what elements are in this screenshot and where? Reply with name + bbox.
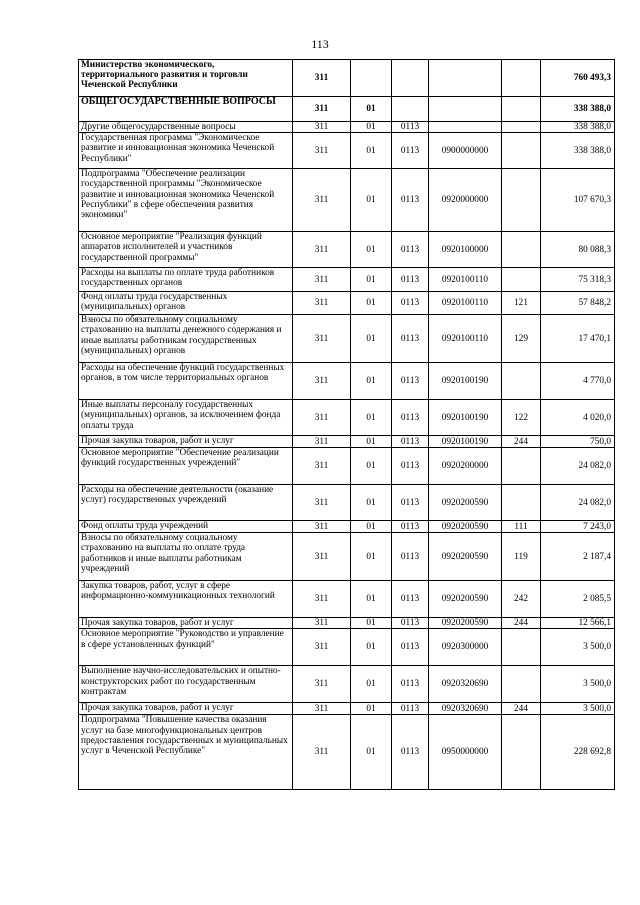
row-grbs-code: 311 [293, 521, 351, 533]
row-expense-type-code: 121 [502, 292, 541, 315]
row-target-article-code: 0920320690 [429, 666, 502, 703]
row-section-code: 01 [351, 485, 392, 521]
row-amount: 760 493,3 [541, 60, 615, 97]
table-row [79, 122, 615, 133]
row-section-code: 01 [351, 703, 392, 715]
row-expense-type-code: 244 [502, 436, 541, 448]
table-row [79, 521, 615, 533]
row-name: Государственная программа "Экономическое развитие и инновационная экономика Чеченской Республики" [79, 133, 293, 169]
row-name: Расходы на обеспечение деятельности (оказание услуг) государственных учреждений [79, 485, 293, 521]
row-name: Взносы по обязательному социальному страхованию на выплаты по оплате труда работников и иные выплаты работникам учреждений [79, 533, 293, 581]
row-section-code: 01 [351, 315, 392, 363]
row-amount: 228 692,8 [541, 715, 615, 790]
table-row [79, 133, 615, 169]
row-amount: 4 770,0 [541, 363, 615, 400]
row-subsection-code: 0113 [392, 169, 429, 232]
row-target-article-code: 0920100110 [429, 268, 502, 292]
row-target-article-code: 0920000000 [429, 169, 502, 232]
row-subsection-code: 0113 [392, 363, 429, 400]
row-name: Прочая закупка товаров, работ и услуг [79, 703, 293, 715]
table-row [79, 232, 615, 268]
row-target-article-code: 0920100190 [429, 400, 502, 436]
row-subsection-code: 0113 [392, 629, 429, 666]
row-grbs-code: 311 [293, 485, 351, 521]
row-expense-type-code [502, 666, 541, 703]
row-section-code: 01 [351, 448, 392, 485]
row-name: Иные выплаты персоналу государственных (муниципальных) органов, за исключением фонда оплаты труда [79, 400, 293, 436]
row-expense-type-code [502, 485, 541, 521]
table-row [79, 533, 615, 581]
table-row [79, 581, 615, 618]
row-target-article-code: 0920200590 [429, 581, 502, 618]
row-amount: 80 088,3 [541, 232, 615, 268]
row-grbs-code: 311 [293, 292, 351, 315]
row-grbs-code: 311 [293, 400, 351, 436]
row-section-code: 01 [351, 618, 392, 629]
row-expense-type-code [502, 715, 541, 790]
row-target-article-code: 0920200590 [429, 485, 502, 521]
row-subsection-code: 0113 [392, 292, 429, 315]
row-expense-type-code [502, 97, 541, 122]
row-amount: 3 500,0 [541, 629, 615, 666]
table-row [79, 485, 615, 521]
row-grbs-code: 311 [293, 703, 351, 715]
row-expense-type-code: 122 [502, 400, 541, 436]
row-subsection-code: 0113 [392, 521, 429, 533]
row-grbs-code: 311 [293, 618, 351, 629]
table-row [79, 703, 615, 715]
row-name: Подпрограмма "Повышение качества оказания услуг на базе многофункциональных центров предоставления государственных и муниципальных услуг в Чеченской Республике" [79, 715, 293, 790]
row-grbs-code: 311 [293, 363, 351, 400]
row-amount: 57 848,2 [541, 292, 615, 315]
row-expense-type-code: 129 [502, 315, 541, 363]
row-amount: 3 500,0 [541, 703, 615, 715]
row-section-code: 01 [351, 581, 392, 618]
page-number: 113 [311, 37, 329, 51]
row-section-code: 01 [351, 268, 392, 292]
row-name: Другие общегосударственные вопросы [79, 122, 293, 133]
row-section-code: 01 [351, 533, 392, 581]
row-target-article-code: 0920100000 [429, 232, 502, 268]
row-subsection-code [392, 97, 429, 122]
row-amount: 338 388,0 [541, 133, 615, 169]
row-name: Расходы на обеспечение функций государственных органов, в том числе территориальных органов [79, 363, 293, 400]
row-expense-type-code: 242 [502, 581, 541, 618]
row-section-code: 01 [351, 436, 392, 448]
row-section-code: 01 [351, 169, 392, 232]
row-subsection-code: 0113 [392, 618, 429, 629]
row-section-code: 01 [351, 122, 392, 133]
row-grbs-code: 311 [293, 436, 351, 448]
row-grbs-code: 311 [293, 232, 351, 268]
row-name: Фонд оплаты труда учреждений [79, 521, 293, 533]
row-section-code [351, 60, 392, 97]
row-name: Прочая закупка товаров, работ и услуг [79, 618, 293, 629]
row-target-article-code: 0920320690 [429, 703, 502, 715]
row-target-article-code: 0950000000 [429, 715, 502, 790]
row-name: Выполнение научно-исследовательских и опытно-конструкторских работ по государственным контрактам [79, 666, 293, 703]
table-row [79, 436, 615, 448]
row-target-article-code: 0920100190 [429, 436, 502, 448]
row-grbs-code: 311 [293, 97, 351, 122]
row-grbs-code: 311 [293, 60, 351, 97]
row-target-article-code: 0920200590 [429, 521, 502, 533]
row-section-code: 01 [351, 97, 392, 122]
row-target-article-code: 0920200000 [429, 448, 502, 485]
row-target-article-code: 0920100190 [429, 363, 502, 400]
row-subsection-code: 0113 [392, 703, 429, 715]
row-subsection-code: 0113 [392, 400, 429, 436]
table-row [79, 60, 615, 97]
row-section-code: 01 [351, 521, 392, 533]
row-subsection-code: 0113 [392, 232, 429, 268]
row-section-code: 01 [351, 715, 392, 790]
row-amount: 750,0 [541, 436, 615, 448]
row-grbs-code: 311 [293, 315, 351, 363]
row-target-article-code: 0920100110 [429, 315, 502, 363]
row-expense-type-code [502, 629, 541, 666]
budget-table [78, 59, 615, 790]
row-target-article-code: 0900000000 [429, 133, 502, 169]
row-section-code: 01 [351, 292, 392, 315]
row-target-article-code: 0920200590 [429, 533, 502, 581]
table-row [79, 448, 615, 485]
row-subsection-code [392, 60, 429, 97]
row-subsection-code: 0113 [392, 122, 429, 133]
table-row [79, 268, 615, 292]
row-amount: 338 388,0 [541, 122, 615, 133]
row-subsection-code: 0113 [392, 315, 429, 363]
row-grbs-code: 311 [293, 533, 351, 581]
row-amount: 12 566,1 [541, 618, 615, 629]
row-amount: 75 318,3 [541, 268, 615, 292]
table-row [79, 97, 615, 122]
row-amount: 4 020,0 [541, 400, 615, 436]
table-row [79, 666, 615, 703]
row-expense-type-code [502, 133, 541, 169]
row-section-code: 01 [351, 666, 392, 703]
row-section-code: 01 [351, 629, 392, 666]
row-grbs-code: 311 [293, 169, 351, 232]
row-section-code: 01 [351, 363, 392, 400]
row-target-article-code: 0920200590 [429, 618, 502, 629]
row-name: Расходы на выплаты по оплате труда работников государственных органов [79, 268, 293, 292]
row-name: Закупка товаров, работ, услуг в сфере информационно-коммуникационных технологий [79, 581, 293, 618]
row-name: Основное мероприятие "Руководство и управление в сфере установленных функций" [79, 629, 293, 666]
table-row [79, 169, 615, 232]
row-subsection-code: 0113 [392, 715, 429, 790]
row-expense-type-code [502, 448, 541, 485]
row-grbs-code: 311 [293, 122, 351, 133]
row-amount: 2 187,4 [541, 533, 615, 581]
row-name: Подпрограмма "Обеспечение реализации государственной программы "Экономическое развитие и инновационная экономика Чеченской Республики" в сфере обеспечения развития экономики" [79, 169, 293, 232]
row-target-article-code [429, 122, 502, 133]
row-section-code: 01 [351, 133, 392, 169]
row-subsection-code: 0113 [392, 436, 429, 448]
table-row [79, 315, 615, 363]
row-target-article-code: 0920100110 [429, 292, 502, 315]
row-name: Министерство экономического, территориального развития и торговли Чеченской Республики [79, 60, 293, 97]
table-row [79, 618, 615, 629]
row-expense-type-code [502, 60, 541, 97]
budget-table-body [79, 60, 615, 790]
row-expense-type-code: 244 [502, 618, 541, 629]
row-subsection-code: 0113 [392, 666, 429, 703]
row-subsection-code: 0113 [392, 581, 429, 618]
table-row [79, 629, 615, 666]
row-grbs-code: 311 [293, 581, 351, 618]
row-amount: 7 243,0 [541, 521, 615, 533]
row-expense-type-code: 244 [502, 703, 541, 715]
row-section-code: 01 [351, 232, 392, 268]
row-expense-type-code: 111 [502, 521, 541, 533]
table-row [79, 292, 615, 315]
row-name: Основное мероприятие "Обеспечение реализации функций государственных учреждений" [79, 448, 293, 485]
row-target-article-code: 0920300000 [429, 629, 502, 666]
row-grbs-code: 311 [293, 133, 351, 169]
row-expense-type-code [502, 232, 541, 268]
row-amount: 24 082,0 [541, 485, 615, 521]
row-grbs-code: 311 [293, 268, 351, 292]
table-row [79, 400, 615, 436]
row-amount: 3 500,0 [541, 666, 615, 703]
row-amount: 2 085,5 [541, 581, 615, 618]
row-grbs-code: 311 [293, 629, 351, 666]
row-expense-type-code [502, 363, 541, 400]
row-subsection-code: 0113 [392, 268, 429, 292]
row-grbs-code: 311 [293, 666, 351, 703]
row-target-article-code [429, 60, 502, 97]
row-amount: 17 470,1 [541, 315, 615, 363]
row-name: Основное мероприятие "Реализация функций аппаратов исполнителей и участников государственной программы" [79, 232, 293, 268]
table-row [79, 715, 615, 790]
row-name: ОБЩЕГОСУДАРСТВЕННЫЕ ВОПРОСЫ [79, 97, 293, 122]
row-subsection-code: 0113 [392, 533, 429, 581]
row-expense-type-code [502, 268, 541, 292]
row-section-code: 01 [351, 400, 392, 436]
row-name: Прочая закупка товаров, работ и услуг [79, 436, 293, 448]
row-amount: 338 388,0 [541, 97, 615, 122]
row-subsection-code: 0113 [392, 133, 429, 169]
row-target-article-code [429, 97, 502, 122]
table-row [79, 363, 615, 400]
row-name: Взносы по обязательному социальному страхованию на выплаты денежного содержания и иные выплаты работникам государственных (муниципальных) органов [79, 315, 293, 363]
row-amount: 24 082,0 [541, 448, 615, 485]
row-amount: 107 670,3 [541, 169, 615, 232]
row-grbs-code: 311 [293, 715, 351, 790]
row-grbs-code: 311 [293, 448, 351, 485]
row-subsection-code: 0113 [392, 448, 429, 485]
row-expense-type-code [502, 169, 541, 232]
row-subsection-code: 0113 [392, 485, 429, 521]
row-name: Фонд оплаты труда государственных (муниципальных) органов [79, 292, 293, 315]
row-expense-type-code: 119 [502, 533, 541, 581]
row-expense-type-code [502, 122, 541, 133]
